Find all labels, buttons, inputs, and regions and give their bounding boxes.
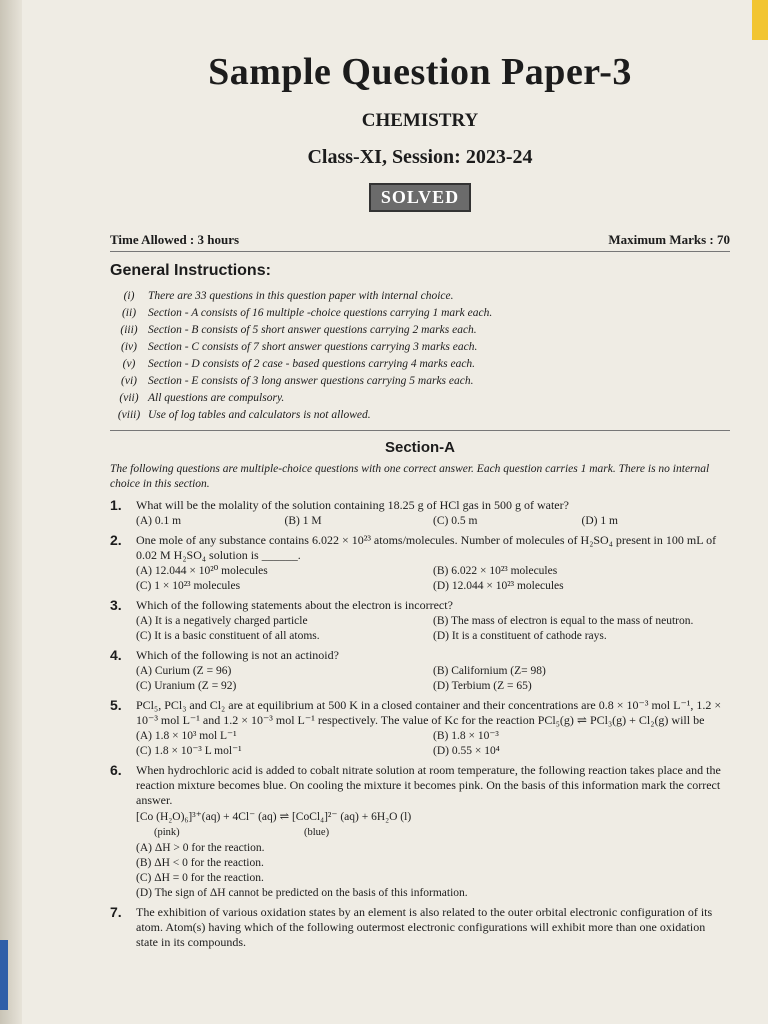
option: (C) 0.5 m — [433, 515, 478, 527]
instructions-list — [110, 288, 730, 424]
question-text: When hydrochloric acid is added to cobalt nitrate solution at room temperature, the following reaction takes place and the reaction mixture becomes blue. On cooling the mixture it becomes pink. On the basis of this information mark the correct answer. — [136, 763, 721, 807]
question-3: 3. Which of the following statements about the electron is incorrect? (A) It is a negatively charged particle (B) The mass of electron is equal to the mass of neutron. (C) It is a basic constituent of all atoms. (D) It is a constituent of cathode rays. — [110, 598, 730, 644]
option: (B) Californium (Z= 98) — [433, 665, 546, 677]
question-6: 6. When hydrochloric acid is added to cobalt nitrate solution at room temperature, the following reaction takes place and the reaction mixture becomes blue. On cooling the mixture it becomes pink. On the basis of this information mark the correct answer. [Co (H₂O)₆]³⁺(aq) + 4Cl⁻ (aq) ⇌ [CoCl₄]²⁻ (aq) + 6H₂O (l) (pink) (blue) (A) ΔH > 0 for the reaction. (B) ΔH < 0 for the reaction. (C) ΔH = 0 for the reaction. (D) The sign of ΔH cannot be predicted on the basis of this information. — [110, 763, 730, 901]
option: (B) 6.022 × 10²³ molecules — [433, 565, 558, 577]
reaction-equation: [Co (H₂O)₆]³⁺(aq) + 4Cl⁻ (aq) ⇌ [CoCl₄]²⁻ (aq) + 6H₂O (l) — [136, 811, 412, 823]
question-text: One mole of any substance contains 6.022 × 10²³ atoms/molecules. Number of molecules of H₂SO₄ present in 100 mL of 0.02 M H₂SO₄ solution is ______. — [136, 533, 717, 562]
blue-label: (blue) — [304, 827, 330, 838]
option: (D) 12.044 × 10²³ molecules — [433, 580, 564, 592]
blue-page-tab — [0, 940, 8, 1010]
general-instructions-heading: General Instructions: — [110, 262, 271, 279]
yellow-page-edge — [752, 0, 768, 40]
page-binding-edge — [0, 0, 22, 1024]
question-7: 7. The exhibition of various oxidation states by an element is also related to the outer orbital electronic configuration of its atom. Atom(s) having which of the following outermost electronic configurations will exhibit more than one oxidation state in its compounds. — [110, 905, 730, 950]
question-text: Which of the following statements about the electron is incorrect? — [136, 598, 453, 612]
divider — [110, 430, 730, 431]
instruction-item: (iii) Section - B consists of 5 short answer questions carrying 2 marks each. — [120, 324, 477, 336]
question-text: What will be the molality of the solution containing 18.25 g of HCl gas in 500 g of water? — [136, 498, 569, 512]
option: (C) 1 × 10²³ molecules — [136, 580, 241, 592]
session-heading: Class-XI, Session: 2023-24 — [307, 146, 533, 168]
option: (C) 1.8 × 10⁻³ L mol⁻¹ — [136, 745, 242, 757]
option: (B) 1 M — [284, 515, 322, 527]
paper-title: Sample Question Paper-3 — [208, 51, 632, 93]
option: (A) 1.8 × 10³ mol L⁻¹ — [136, 730, 237, 742]
option: (A) Curium (Z = 96) — [136, 665, 232, 677]
option: (C) ΔH = 0 for the reaction. — [136, 872, 264, 884]
question-text: The exhibition of various oxidation states by an element is also related to the outer orbital electronic configuration of its atom. Atom(s) having which of the following outermost electronic configurations will exhibit more than one oxidation state in its compounds. — [136, 905, 713, 949]
question-2: 2. One mole of any substance contains 6.022 × 10²³ atoms/molecules. Number of molecules of H₂SO₄ present in 100 mL of 0.02 M H₂SO₄ solution is ______. (A) 12.044 × 10²⁰ molecules (B) 6.022 × 10²³ molecules (C) 1 × 10²³ molecules (D) 12.044 × 10²³ molecules — [110, 533, 730, 594]
option: (D) 0.55 × 10⁴ — [433, 745, 500, 757]
option: (A) It is a negatively charged particle — [136, 615, 308, 627]
maximum-marks: Maximum Marks : 70 — [608, 232, 730, 247]
instruction-item: (v) Section - D consists of 2 case - based questions carrying 4 marks each. — [122, 358, 476, 370]
solved-badge: SOLVED — [369, 183, 471, 212]
option: (A) ΔH > 0 for the reaction. — [136, 842, 265, 854]
option: (D) Terbium (Z = 65) — [433, 680, 532, 692]
question-5: 5. PCl₅, PCl₃ and Cl₂ are at equilibrium at 500 K in a closed container and their concentrations are 0.8 × 10⁻³ mol L⁻¹, 1.2 × 10⁻³ mol L⁻¹ and 1.2 × 10⁻³ mol L⁻¹ respectively. The value of Kc for the reaction PCl₅(g) ⇌ PCl₃(g) + Cl₂(g) will be (A) 1.8 × 10³ mol L⁻¹ (B) 1.8 × 10⁻³ (C) 1.8 × 10⁻³ L mol⁻¹ (D) 0.55 × 10⁴ — [110, 698, 730, 759]
option: (D) 1 m — [581, 515, 618, 527]
question-text: Which of the following is not an actinoid? — [136, 648, 339, 662]
question-text: PCl₅, PCl₃ and Cl₂ are at equilibrium at 500 K in a closed container and their concentrations are 0.8 × 10⁻³ mol L⁻¹, 1.2 × 10⁻³ mol L⁻¹ and 1.2 × 10⁻³ mol L⁻¹ respectively. The value of Kc for the reaction PCl₅(g) ⇌ PCl₃(g) + Cl₂(g) will be — [136, 698, 722, 727]
subject-heading: CHEMISTRY — [361, 110, 479, 131]
question-paper-page — [110, 40, 730, 1020]
pink-label: (pink) — [154, 827, 180, 838]
option: (C) Uranium (Z = 92) — [136, 680, 237, 692]
option: (B) ΔH < 0 for the reaction. — [136, 857, 264, 869]
time-allowed: Time Allowed : 3 hours — [110, 232, 240, 247]
option: (D) The sign of ΔH cannot be predicted on the basis of this information. — [136, 887, 468, 899]
option: (A) 0.1 m — [136, 515, 182, 527]
instruction-item: (vi) Section - E consists of 3 long answer questions carrying 5 marks each. — [121, 375, 474, 387]
instruction-item: (i) There are 33 questions in this question paper with internal choice. — [123, 290, 454, 302]
option: (C) It is a basic constituent of all atoms. — [136, 630, 320, 642]
section-a-title: Section-A — [384, 439, 455, 456]
question-1: 1. What will be the molality of the solution containing 18.25 g of HCl gas in 500 g of water? (A) 0.1 m (B) 1 M (C) 0.5 m (D) 1 m — [110, 498, 730, 529]
instruction-item: (iv) Section - C consists of 7 short answer questions carrying 3 marks each. — [121, 341, 478, 353]
option: (B) The mass of electron is equal to the mass of neutron. — [433, 615, 694, 627]
instruction-item: (viii) Use of log tables and calculators is not allowed. — [117, 409, 371, 421]
meta-row — [110, 232, 730, 252]
instruction-item: (ii) Section - A consists of 16 multiple -choice questions carrying 1 mark each. — [121, 307, 493, 319]
question-4: 4. Which of the following is not an actinoid? (A) Curium (Z = 96) (B) Californium (Z= 98) (C) Uranium (Z = 92) (D) Terbium (Z = 65) — [110, 648, 730, 694]
option: (D) It is a constituent of cathode rays. — [433, 630, 607, 642]
section-a-note: The following questions are multiple-choice questions with one correct answer. Each question carries 1 mark. There is no internal choice in this section. — [110, 463, 710, 490]
option: (A) 12.044 × 10²⁰ molecules — [136, 565, 268, 577]
option: (B) 1.8 × 10⁻³ — [433, 730, 499, 742]
instruction-item: (vii) All questions are compulsory. — [119, 392, 285, 404]
questions-list — [110, 498, 730, 950]
